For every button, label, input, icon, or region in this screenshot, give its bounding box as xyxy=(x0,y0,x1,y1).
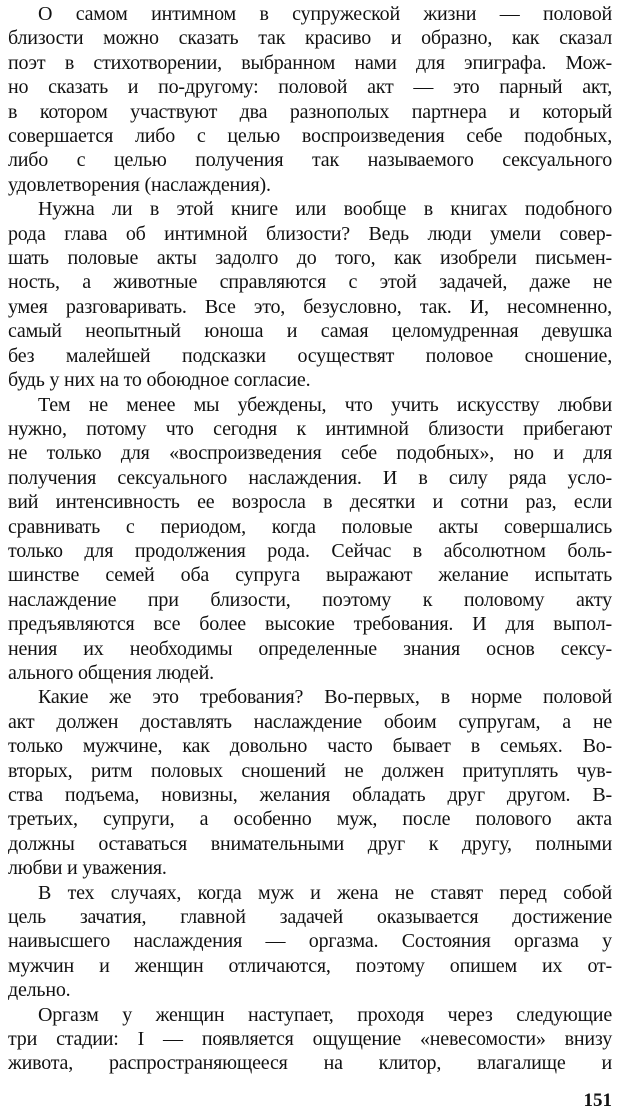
page-number: 151 xyxy=(583,1089,612,1111)
text-line: совершается либо с целью воспроизведения себе подобных, xyxy=(8,125,612,148)
text-line: сравнивать с периодом, когда половые акты совершались xyxy=(8,515,612,538)
text-line: должны оставаться внимательными друг к другу, полными xyxy=(8,832,612,855)
text-line: наслаждение при близости, поэтому к половому акту xyxy=(8,588,612,611)
text-line: Какие же это требования? Во-первых, в норме половой xyxy=(38,686,612,709)
text-line: ность, а животные справляются с этой задачей, даже не xyxy=(8,271,612,294)
text-line: но сказать и по-другому: половой акт — это парный акт, xyxy=(8,76,612,99)
text-line: ства подъема, новизны, желания обладать друг другом. В- xyxy=(8,784,612,806)
text-line: будь у них на то обоюдное согласие. xyxy=(8,369,311,392)
paragraph xyxy=(8,1003,612,1076)
text-line: шать половые акты задолго до того, как изобрели письмен- xyxy=(8,247,612,270)
page-body-text xyxy=(8,0,612,1076)
text-line: только мужчине, как довольно часто бывает в семьях. Во- xyxy=(8,735,612,758)
text-line: дельно. xyxy=(8,979,71,1002)
text-line: О самом интимном в супружеской жизни — половой xyxy=(38,3,612,25)
text-line: нужно, потому что сегодня к интимной близости прибегают xyxy=(8,417,612,440)
text-line: цель зачатия, главной задачей оказывается достижение xyxy=(8,906,612,929)
text-line: не только для «воспроизведения себе подобных», но и для xyxy=(8,442,612,465)
text-line: вторых, ритм половых сношений не должен притуплять чув- xyxy=(8,759,612,782)
text-line: акт должен доставлять наслаждение обоим супругам, а не xyxy=(8,710,612,733)
text-line: Оргазм у женщин наступает, проходя через следующие xyxy=(38,1003,612,1026)
text-line: близости можно сказать так красиво и образно, как сказал xyxy=(8,27,612,50)
text-line: три стадии: I — появляется ощущение «невесомости» внизу xyxy=(8,1028,612,1051)
text-line: в котором участвуют два разнополых партнера и который xyxy=(8,100,612,123)
text-line: самый неопытный юноша и самая целомудренная девушка xyxy=(8,320,612,343)
text-line: шинстве семей оба супруга выражают желание испытать xyxy=(8,564,612,587)
text-line: вий интенсивность ее возросла в десятки и сотни раз, если xyxy=(8,491,612,514)
text-line: умея разговаривать. Все это, безусловно, так. И, несомненно, xyxy=(8,295,612,318)
text-line: предъявляются все более высокие требования. И для выпол- xyxy=(8,613,612,636)
text-line: наивысшего наслаждения — оргазма. Состояния оргазма у xyxy=(8,930,612,953)
text-line: живота, распространяющееся на клитор, влагалище и xyxy=(8,1052,612,1075)
text-line: только для продолжения рода. Сейчас в абсолютном боль- xyxy=(8,539,612,562)
text-line: либо с целью получения так называемого сексуального xyxy=(8,149,612,172)
paragraph xyxy=(8,881,612,1003)
text-line: В тех случаях, когда муж и жена не ставят перед собой xyxy=(38,881,612,904)
text-line: ального общения людей. xyxy=(8,661,214,684)
text-line: любви и уважения. xyxy=(8,857,167,880)
text-line: Нужна ли в этой книге или вообще в книгах подобного xyxy=(38,198,612,221)
text-line: поэт в стихотворении, выбранном нами для эпиграфа. Мож- xyxy=(8,51,612,74)
paragraph xyxy=(8,2,612,197)
paragraph xyxy=(8,197,612,392)
paragraph xyxy=(8,685,612,880)
text-line: рода глава об интимной близости? Ведь люди умели совер- xyxy=(8,222,612,245)
text-line: третьих, супруги, а особенно муж, после полового акта xyxy=(8,808,612,831)
text-line: Тем не менее мы убеждены, что учить искусству любви xyxy=(38,393,612,416)
text-line: получения сексуального наслаждения. И в силу ряда усло- xyxy=(8,466,612,489)
text-line: нения их необходимы определенные знания основ сексу- xyxy=(8,637,612,660)
text-line: без малейшей подсказки осуществят половое сношение, xyxy=(8,344,612,367)
text-line: удовлетворения (наслаждения). xyxy=(8,173,271,196)
text-line: мужчин и женщин отличаются, поэтому опишем их от- xyxy=(8,954,612,977)
paragraph xyxy=(8,393,612,686)
